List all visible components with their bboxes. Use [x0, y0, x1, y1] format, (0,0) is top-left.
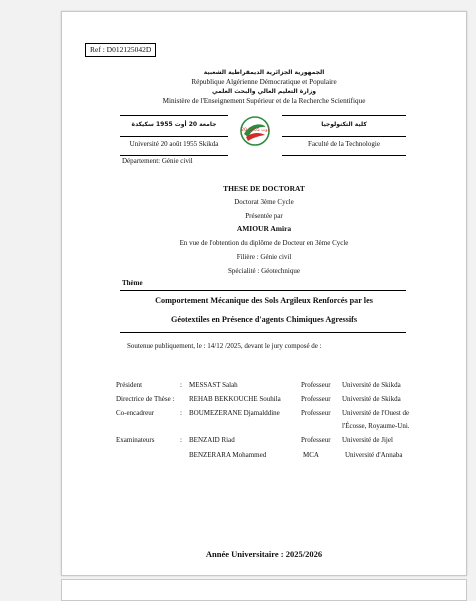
jury-name: MESSAST Salah [189, 381, 238, 389]
university-logo [239, 115, 271, 147]
reference-box: Ref : D012125042D [85, 43, 156, 57]
jury-institution: Université de Jijel [342, 436, 393, 444]
jury-grade: Professeur [301, 436, 331, 444]
department: Département: Génie civil [122, 157, 193, 165]
jury-name: BOUMEZERANE Djamalddine [189, 409, 280, 417]
jury-institution: Université de Skikda [342, 381, 401, 389]
right-middle-rule [282, 136, 406, 137]
jury-name: REHAB BEKKOUCHE Souhila [189, 395, 281, 403]
ministry-heading: Ministère de l'Enseignement Supérieur et de la Recherche Scientifique [162, 97, 366, 105]
arabic-faculty-name: كلية التكنولوجيا [321, 121, 367, 128]
jury-grade: Professeur [301, 381, 331, 389]
arabic-university-name: جامعة 20 أوت 1955 سكيكدة [131, 121, 217, 128]
republic-heading: République Algérienne Démocratique et Populaire [191, 78, 337, 86]
thesis-title-line-1: Comportement Mécanique des Sols Argileux Renforcés par les [155, 296, 373, 305]
jury-name: BENZAID Riad [189, 436, 235, 444]
university-name: Université 20 août 1955 Skikda [129, 140, 219, 148]
right-bottom-rule [282, 155, 406, 156]
jury-name: BENZERARA Mohammed [189, 451, 267, 459]
document-page [61, 11, 467, 576]
arabic-republic-heading: الجمهورية الجزائرية الديمقراطية الشعبية [203, 69, 325, 76]
jury-institution: Université d'Annaba [345, 451, 403, 459]
jury-grade: MCA [303, 451, 319, 459]
logo-text: 20 أوت 1955 [241, 128, 269, 133]
jury-grade: Professeur [301, 395, 331, 403]
left-middle-rule [120, 136, 228, 137]
theme-top-rule [120, 290, 406, 291]
theme-label: Thème [122, 279, 143, 287]
author-name: AMIOUR Amira [236, 224, 292, 233]
left-top-rule [120, 115, 228, 116]
logo-emblem-icon [239, 115, 271, 147]
presented-by: Présentée par [245, 212, 283, 220]
jury-institution: Université de Skikda [342, 395, 401, 403]
jury-institution: Université de l'Ouest de [342, 409, 410, 417]
thesis-title-line-2: Géotextiles en Présence d'agents Chimiques Agressifs [170, 315, 358, 324]
arabic-ministry-heading: وزارة التعليم العالي والبحث العلمي [211, 88, 316, 95]
jury-colon: : [180, 409, 182, 417]
thesis-type: THESE DE DOCTORAT [223, 184, 305, 193]
faculty-name: Faculté de la Technologie [308, 140, 380, 148]
jury-grade: Professeur [301, 409, 331, 417]
next-page-edge [61, 579, 467, 601]
jury-role: Président [116, 381, 143, 389]
academic-year: Année Universitaire : 2025/2026 [205, 549, 323, 559]
right-top-rule [282, 115, 406, 116]
jury-role: Co-encadreur [116, 409, 155, 417]
defense-statement: Soutenue publiquement, le : 14/12 /2025, devant le jury composé de : [127, 342, 322, 350]
jury-institution-continued: l'Écosse, Royaume-Uni. [342, 422, 410, 430]
jury-colon: : [180, 381, 182, 389]
jury-role: Directrice de Thèse : [116, 395, 175, 403]
degree-purpose: En vue de l'obtention du diplôme de Docteur en 3ème Cycle [179, 239, 349, 247]
left-bottom-rule [120, 155, 228, 156]
field: Filière : Génie civil [236, 253, 292, 261]
theme-bottom-rule [120, 332, 406, 333]
specialty: Spécialité : Géotechnique [228, 267, 300, 275]
jury-colon: : [180, 436, 182, 444]
jury-role: Examinateurs [116, 436, 155, 444]
doctorate-cycle: Doctorat 3ème Cycle [234, 198, 294, 206]
